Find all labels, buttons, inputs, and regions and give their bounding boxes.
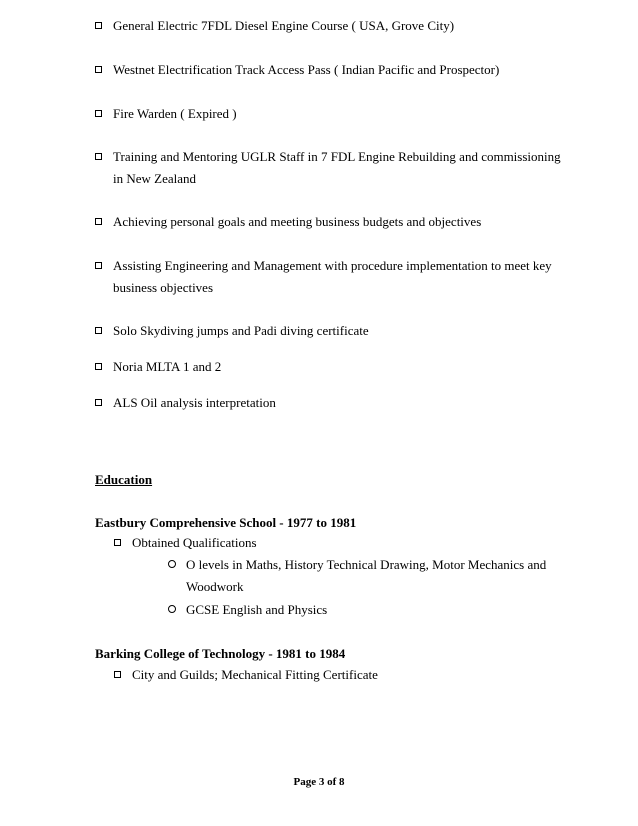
list-item-text: Obtained Qualifications xyxy=(132,535,257,550)
list-item-text: Solo Skydiving jumps and Padi diving certificate xyxy=(113,323,369,338)
checkbox-bullet-icon xyxy=(95,110,102,117)
school-name: Eastbury Comprehensive School - 1977 to 1981 xyxy=(95,515,357,530)
list-item-text: City and Guilds; Mechanical Fitting Certificate xyxy=(132,667,378,682)
list-item xyxy=(114,664,378,686)
list-item xyxy=(96,59,566,81)
checkbox-bullet-icon xyxy=(95,327,102,334)
list-item-text: General Electric 7FDL Diesel Engine Course ( USA, Grove City) xyxy=(113,18,455,33)
list-item xyxy=(96,103,566,125)
checkbox-bullet-icon xyxy=(95,22,102,29)
education-heading: Education xyxy=(95,472,153,487)
checkbox-bullet-icon xyxy=(95,363,102,370)
list-item xyxy=(96,146,566,190)
sub-list-item xyxy=(168,599,548,621)
sub-list-item-text: GCSE English and Physics xyxy=(186,602,328,617)
page-number: Page 3 of 8 xyxy=(293,776,345,788)
list-item-text: Noria MLTA 1 and 2 xyxy=(113,359,222,374)
list-item xyxy=(96,392,566,414)
list-item xyxy=(96,320,566,342)
school-name: Barking College of Technology - 1981 to 1984 xyxy=(95,646,346,661)
checkbox-bullet-icon xyxy=(114,539,121,546)
checkbox-bullet-icon xyxy=(114,671,121,678)
circle-bullet-icon xyxy=(168,605,176,613)
list-item-text: Westnet Electrification Track Access Pass ( Indian Pacific and Prospector) xyxy=(113,62,500,77)
list-item xyxy=(96,15,566,37)
circle-bullet-icon xyxy=(168,560,176,568)
sub-list-item xyxy=(168,554,548,598)
list-item-text: ALS Oil analysis interpretation xyxy=(113,395,276,410)
list-item-text: Achieving personal goals and meeting business budgets and objectives xyxy=(113,214,482,229)
checkbox-bullet-icon xyxy=(95,262,102,269)
checkbox-bullet-icon xyxy=(95,153,102,160)
list-item xyxy=(96,255,566,299)
list-item xyxy=(96,356,566,378)
list-item xyxy=(96,211,566,233)
list-item-text: Training and Mentoring UGLR Staff in 7 FDL Engine Rebuilding and commissioning in New Zealand xyxy=(113,149,561,186)
sub-list-item-text: O levels in Maths, History Technical Drawing, Motor Mechanics and Woodwork xyxy=(186,557,547,594)
list-item-text: Fire Warden ( Expired ) xyxy=(113,106,237,121)
list-item xyxy=(114,532,257,554)
checkbox-bullet-icon xyxy=(95,218,102,225)
checkbox-bullet-icon xyxy=(95,66,102,73)
list-item-text: Assisting Engineering and Management with procedure implementation to meet key business objectives xyxy=(113,258,552,295)
checkbox-bullet-icon xyxy=(95,399,102,406)
